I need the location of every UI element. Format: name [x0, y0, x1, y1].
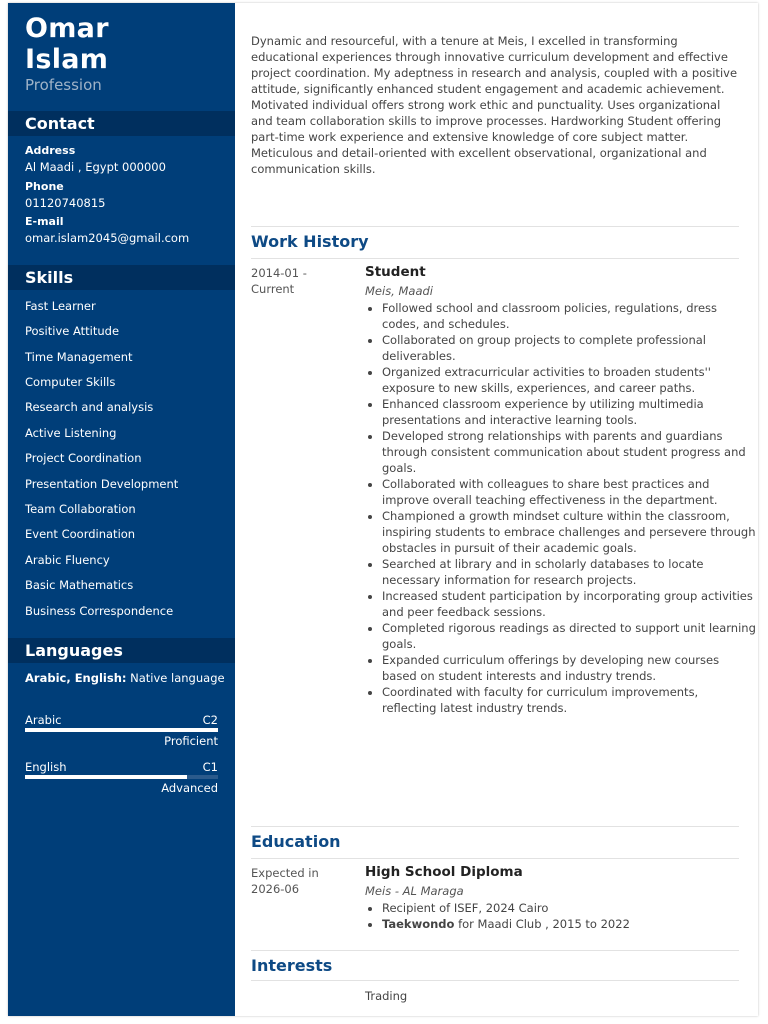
language-arabic — [25, 713, 218, 727]
sidebar — [8, 3, 235, 1016]
list-item — [382, 916, 756, 932]
skill-item: Computer Skills — [25, 375, 116, 389]
address-value: Al Maadi , Egypt 000000 — [25, 160, 166, 174]
language-bar-fill — [25, 775, 187, 779]
skill-item: Active Listening — [25, 426, 117, 440]
skill-item: Basic Mathematics — [25, 578, 134, 592]
work-duties-list — [365, 300, 756, 716]
list-item: • Recipient of ISEF, 2024 Cairo — [382, 900, 756, 916]
skill-item: Fast Learner — [25, 299, 96, 313]
interests-heading: Interests — [251, 950, 739, 975]
skill-item: Positive Attitude — [25, 324, 120, 338]
list-item: • Completed rigorous readings as directed to support unit learning goals. — [382, 620, 756, 652]
phone-value: 01120740815 — [25, 196, 106, 210]
list-item: • Increased student participation by incorporating group activities and peer feedback sessions. — [382, 588, 756, 620]
language-name: English — [25, 760, 67, 774]
language-bar-fill — [25, 728, 218, 732]
list-item: • Collaborated with colleagues to share best practices and improve overall teaching effectiveness in the department. — [382, 476, 756, 508]
language-level: C1 — [202, 760, 218, 774]
skill-item: Team Collaboration — [25, 502, 136, 516]
list-item: • Championed a growth mindset culture within the classroom, inspiring students to embrace challenges and persevere through obstacles in pursuit of their academic goals. — [382, 508, 756, 556]
candidate-name — [25, 13, 109, 75]
divider — [251, 858, 739, 859]
list-item: • Collaborated on group projects to complete professional deliverables. — [382, 332, 756, 364]
divider — [251, 980, 739, 981]
list-item: • Coordinated with faculty for curriculum improvements, reflecting latest industry trends. — [382, 684, 756, 716]
professional-summary: Dynamic and resourceful, with a tenure at Meis, I excelled in transforming educational experiences through innovative curriculum development and effective project coordination. My adeptness in research and analysis, coupled with a positive attitude, significantly enhanced student engagement and academic achievement. Motivated individual offers strong work ethic and punctuality. Uses organizational and team collaboration skills to improve processes. Hardworking Student offering part-time work experience and extensive knowledge of core subject matter. Meticulous and detail-oriented with excellent observational, organizational and communication skills. — [251, 34, 738, 176]
school-name: Meis - AL Maraga — [365, 884, 464, 898]
languages-heading: Languages — [8, 638, 235, 663]
list-item: • Organized extracurricular activities to broaden students'' exposure to new skills, experiences, and career paths. — [382, 364, 756, 396]
education-date: Expected in 2026-06 — [251, 866, 319, 896]
job-title: Student — [365, 264, 426, 280]
work-date: 2014-01 - Current — [251, 266, 307, 296]
skill-item: Business Correspondence — [25, 604, 174, 618]
divider — [251, 258, 739, 259]
activity-detail: for Maadi Club , 2015 to 2022 — [454, 917, 630, 931]
last-name: Islam — [25, 44, 109, 75]
language-bar — [25, 775, 218, 779]
list-item: • Enhanced classroom experience by utilizing multimedia presentations and interactive learning tools. — [382, 396, 756, 428]
language-proficiency: Advanced — [161, 781, 218, 795]
list-item: • Expanded curriculum offerings by developing new courses based on student interests and industry trends. — [382, 652, 756, 684]
profession: Profession — [25, 76, 102, 94]
activity-name: Taekwondo — [382, 917, 455, 931]
email-value[interactable]: omar.islam2045@gmail.com — [25, 231, 190, 245]
skill-item: Presentation Development — [25, 477, 179, 491]
skill-item: Time Management — [25, 350, 133, 364]
work-history-heading: Work History — [251, 226, 739, 251]
skills-heading: Skills — [8, 265, 235, 290]
email-label: E-mail — [25, 215, 64, 228]
address-label: Address — [25, 144, 76, 157]
language-english — [25, 760, 218, 774]
first-name: Omar — [25, 13, 109, 44]
resume-page — [8, 3, 758, 1016]
language-bar — [25, 728, 218, 732]
skill-item: Project Coordination — [25, 451, 142, 465]
list-item: • Developed strong relationships with parents and guardians through consistent communication about student progress and goals. — [382, 428, 756, 476]
language-name: Arabic — [25, 713, 62, 727]
language-level: C2 — [202, 713, 218, 727]
list-item: • Searched at library and in scholarly databases to locate necessary information for research projects. — [382, 556, 756, 588]
degree-title: High School Diploma — [365, 864, 523, 880]
list-item: • Followed school and classroom policies, regulations, dress codes, and schedules. — [382, 300, 756, 332]
interest-item: Trading — [365, 989, 408, 1003]
phone-label: Phone — [25, 180, 64, 193]
native-languages — [25, 670, 225, 686]
contact-heading: Contact — [8, 111, 235, 136]
native-languages-value: Native language — [126, 671, 225, 685]
language-proficiency: Proficient — [164, 734, 218, 748]
education-list — [365, 900, 756, 932]
skill-item: Research and analysis — [25, 400, 154, 414]
skill-item: Event Coordination — [25, 527, 136, 541]
native-languages-label: Arabic, English: — [25, 671, 127, 685]
employer: Meis, Maadi — [365, 284, 434, 298]
education-heading: Education — [251, 826, 739, 851]
skill-item: Arabic Fluency — [25, 553, 110, 567]
